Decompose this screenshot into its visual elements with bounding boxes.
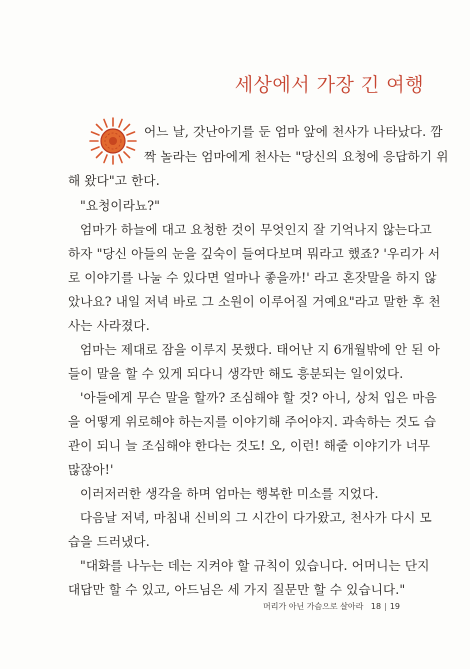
- page-number-right: 19: [389, 602, 400, 611]
- page-footer: [263, 601, 400, 612]
- paragraph-line: 대답만 할 수 있고, 아드님은 세 가지 질문만 할 수 있습니다.": [68, 582, 406, 597]
- paragraph-line: 다음날 저녁, 마침내 신비의 그 시간이 다가왔고, 천사가 다시 모: [80, 510, 432, 525]
- paragraph-line: 엄마가 하늘에 대고 요청한 것이 무엇인지 잘 기억나지 않는다고: [80, 222, 432, 237]
- paragraph-line: 해 왔다"고 한다.: [68, 173, 160, 188]
- book-title: 머리가 아닌 가슴으로 살아라: [263, 602, 364, 611]
- paragraph-line: 짝 놀라는 엄마에게 천사는 "당신의 요청에 응답하기 위: [144, 149, 449, 164]
- paragraph-line: 을 어떻게 위로해야 하는지를 이야기해 주어야지. 과속하는 것도 습: [68, 414, 437, 429]
- paragraph-line: 습을 드러냈다.: [68, 534, 150, 549]
- paragraph-line: "요청이라뇨?": [80, 198, 160, 213]
- paragraph-line: 관이 되니 늘 조심해야 한다는 것도! 오, 이런! 해줄 이야기가 너무: [68, 438, 431, 453]
- paragraph-line: "대화를 나누는 데는 지켜야 할 규칙이 있습니다. 어머니는 단지: [80, 558, 430, 573]
- paragraph-line: 많잖아!': [68, 462, 114, 477]
- page-number-left: 18: [370, 602, 382, 611]
- paragraph-line: 하자 "당신 아들의 눈을 깊숙이 들여다보며 뭐라고 했죠? '우리가 서: [68, 246, 441, 261]
- paragraph-line: 이러저러한 생각을 하며 엄마는 행복한 미소를 지었다.: [80, 486, 379, 501]
- paragraph-line: '아들에게 무슨 말을 할까? 조심해야 할 것? 아니, 상처 입은 마음: [80, 390, 437, 405]
- chapter-title: 세상에서 가장 긴 여행: [234, 74, 424, 96]
- paragraph-line: 어느 날, 갓난아기를 둔 엄마 앞에 천사가 나타났다. 깜: [144, 124, 443, 139]
- paragraph-line: 엄마는 제대로 잠을 이루지 못했다. 태어난 지 6개월밖에 안 된 아: [80, 342, 440, 357]
- paragraph-line: 사는 사라졌다.: [68, 318, 150, 333]
- page-number-divider: |: [384, 602, 387, 611]
- paragraph-line: 들이 말을 할 수 있게 되다니 생각만 해도 흥분되는 일이었다.: [68, 366, 404, 381]
- sun-illustration-icon: [88, 116, 138, 166]
- paragraph-line: 았나요? 내일 저녁 바로 그 소원이 이루어질 거예요"라고 말한 후 천: [68, 294, 441, 309]
- paragraph-line: 로 이야기를 나눌 수 있다면 얼마나 좋을까!' 라고 혼잣말을 하지 않: [68, 270, 437, 285]
